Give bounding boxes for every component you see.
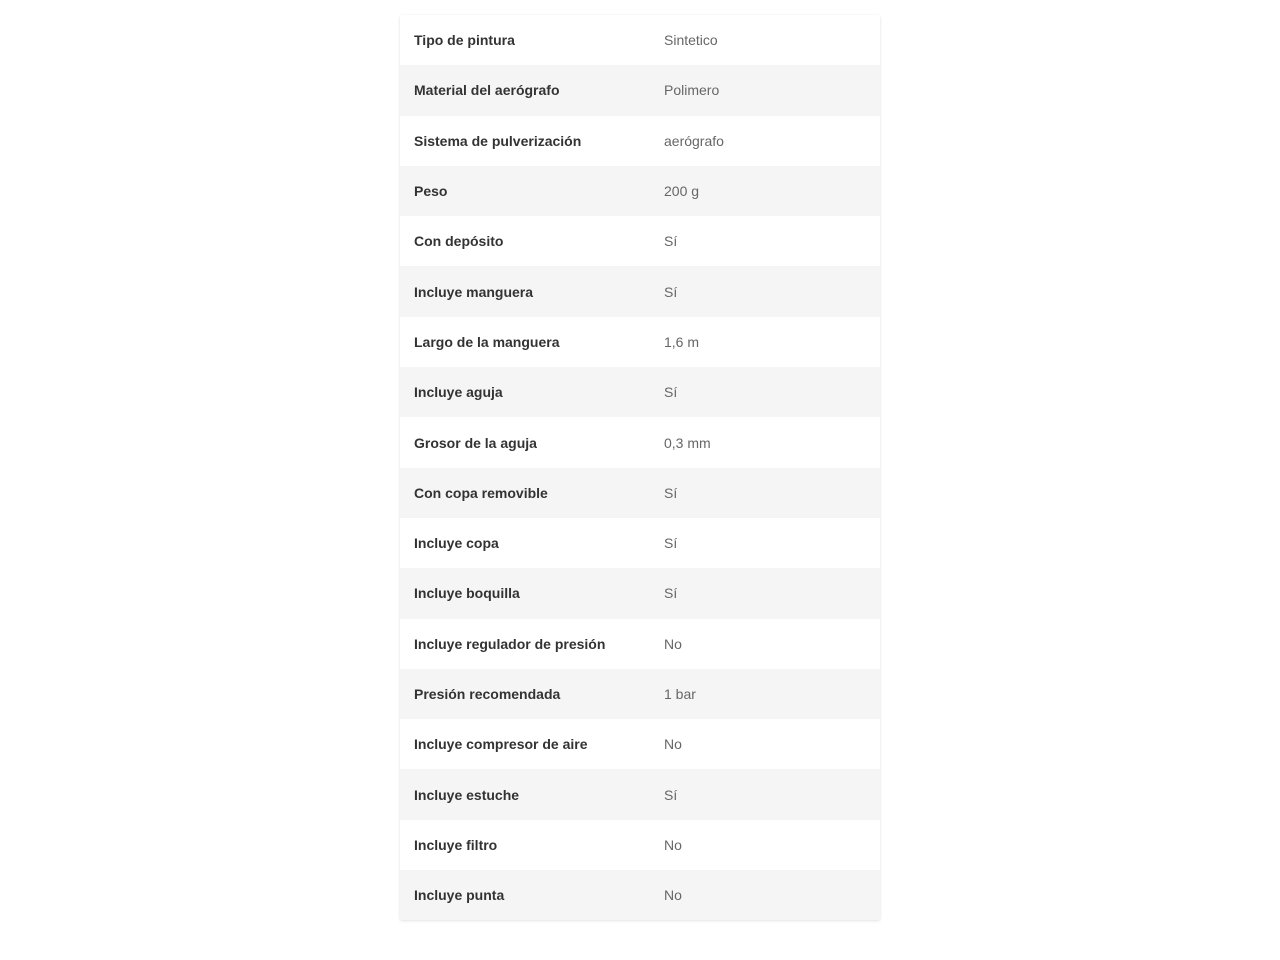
spec-row-recommended-pressure — [400, 669, 880, 719]
spec-label: Incluye boquilla — [414, 585, 520, 602]
spec-value: Sí — [664, 384, 678, 401]
spec-row-spray-system — [400, 116, 880, 166]
spec-value: Sí — [664, 484, 678, 501]
spec-label: Presión recomendada — [414, 686, 561, 702]
spec-value: No — [664, 635, 682, 652]
spec-row-case-included — [400, 769, 880, 819]
spec-value: 1 bar — [664, 686, 696, 702]
spec-row-cup-included — [400, 518, 880, 568]
spec-label: Incluye punta — [414, 887, 505, 904]
spec-row-weight — [400, 166, 880, 216]
spec-row-material — [400, 65, 880, 115]
spec-value: Sí — [664, 786, 678, 803]
spec-label: Largo de la manguera — [414, 333, 560, 350]
spec-value: Polimero — [664, 82, 720, 99]
spec-value: Sintetico — [664, 32, 718, 49]
spec-label: Incluye filtro — [414, 836, 498, 853]
spec-label: Sistema de pulverización — [414, 132, 582, 149]
spec-row-removable-cup — [400, 468, 880, 518]
spec-label: Peso — [414, 183, 448, 200]
spec-label: Incluye copa — [414, 535, 499, 552]
specifications-table — [400, 15, 880, 920]
spec-row-filter-included — [400, 820, 880, 870]
spec-label: Incluye regulador de presión — [414, 635, 606, 652]
spec-value: Sí — [664, 585, 678, 602]
spec-row-nozzle-included — [400, 568, 880, 618]
spec-value: 200 g — [664, 183, 700, 200]
specifications-card — [400, 15, 880, 920]
spec-label: Incluye manguera — [414, 283, 534, 300]
spec-row-tank — [400, 216, 880, 266]
spec-value: Sí — [664, 283, 678, 300]
spec-row-tip-included — [400, 870, 880, 920]
spec-value: No — [664, 836, 682, 853]
spec-row-needle-thickness — [400, 417, 880, 467]
spec-row-paint-type — [400, 15, 880, 65]
spec-label: Incluye aguja — [414, 384, 503, 401]
spec-value: 1,6 m — [664, 333, 700, 350]
spec-value: No — [664, 736, 682, 753]
spec-row-pressure-regulator — [400, 619, 880, 669]
spec-row-hose-included — [400, 266, 880, 316]
spec-value: Sí — [664, 233, 678, 250]
spec-label: Con depósito — [414, 233, 504, 250]
spec-label: Grosor de la aguja — [414, 434, 537, 451]
spec-row-needle-included — [400, 367, 880, 417]
spec-value: 0,3 mm — [664, 434, 711, 451]
spec-label: Tipo de pintura — [414, 32, 515, 49]
spec-label: Con copa removible — [414, 484, 548, 501]
spec-value: Sí — [664, 535, 678, 552]
spec-value: No — [664, 887, 682, 904]
spec-label: Incluye estuche — [414, 786, 520, 803]
spec-label: Material del aerógrafo — [414, 82, 560, 99]
spec-label: Incluye compresor de aire — [414, 736, 588, 753]
spec-value: aerógrafo — [664, 132, 724, 149]
spec-row-air-compressor — [400, 719, 880, 769]
spec-row-hose-length — [400, 317, 880, 367]
